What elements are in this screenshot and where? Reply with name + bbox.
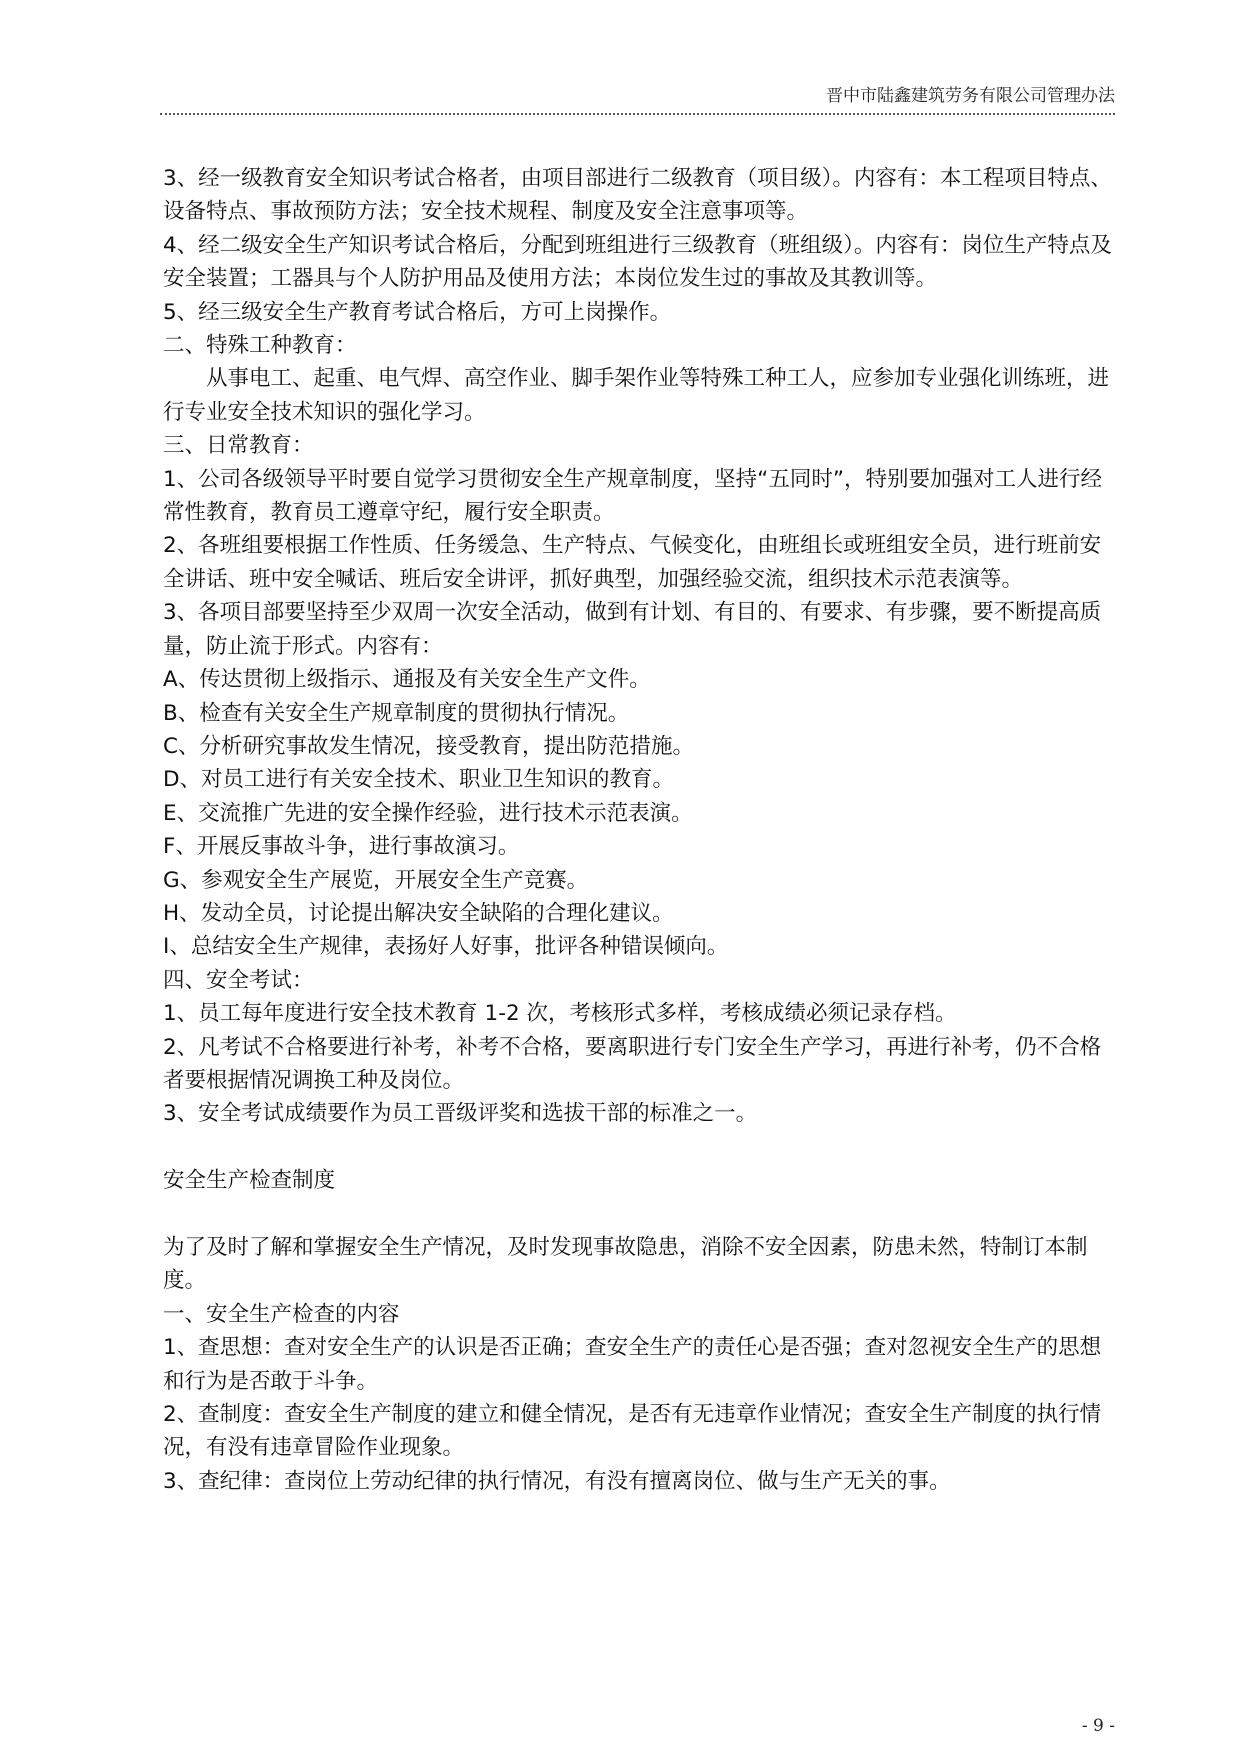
list-item-d: D、对员工进行有关安全技术、职业卫生知识的教育。 xyxy=(163,767,675,793)
paragraph-retest: 2、凡考试不合格要进行补考，补考不合格，要离职进行专门安全生产学习，再进行补考，仍不合格者要根据情况调换工种及岗位。 xyxy=(163,1034,1102,1093)
list-item-e: E、交流推广先进的安全操作经验，进行技术示范表演。 xyxy=(163,800,693,826)
list-item-c: C、分析研究事故发生情况，接受教育，提出防范措施。 xyxy=(163,733,695,759)
list-item-a: A、传达贯彻上级指示、通报及有关安全生产文件。 xyxy=(163,667,651,693)
list-item-f: F、开展反事故斗争，进行事故演习。 xyxy=(163,834,520,860)
section-heading-daily-education: 三、日常教育： xyxy=(163,433,314,459)
paragraph-check-thinking: 1、查思想：查对安全生产的认识是否正确；查安全生产的责任心是否强；查对忽视安全生产的思想和行为是否敢于斗争。 xyxy=(163,1335,1102,1394)
paragraph-purpose: 为了及时了解和掌握安全生产情况，及时发现事故隐患，消除不安全因素，防患未然，特制订本制度。 xyxy=(163,1234,1088,1294)
spacer xyxy=(163,1198,1118,1231)
paragraph-level-two-education: 3、经一级教育安全知识考试合格者，由项目部进行二级教育（项目级）。内容有：本工程项目特点、设备特点、事故预防方法；安全技术规程、制度及安全注意事项等。 xyxy=(163,166,1112,225)
page-header-title: 晋中市陆鑫建筑劳务有限公司管理办法 xyxy=(826,86,1115,106)
paragraph-check-discipline: 3、查纪律：查岗位上劳动纪律的执行情况，有没有擅离岗位、做与生产无关的事。 xyxy=(163,1468,951,1494)
list-item-i: I、总结安全生产规律，表扬好人好事，批评各种错误倾向。 xyxy=(163,934,729,960)
list-item-g: G、参观安全生产展览，开展安全生产竞赛。 xyxy=(163,867,589,893)
paragraph-leadership: 1、公司各级领导平时要自觉学习贯彻安全生产规章制度，坚持“五同时”，特别要加强对工人进行经常性教育，教育员工遵章守纪，履行安全职责。 xyxy=(163,466,1102,526)
page-number: - 9 - xyxy=(1081,1716,1115,1736)
paragraph-start-work: 5、经三级安全生产教育考试合格后，方可上岗操作。 xyxy=(163,299,672,325)
section-heading-inspection-content: 一、安全生产检查的内容 xyxy=(163,1301,400,1327)
paragraph-team-talks: 2、各班组要根据工作性质、任务缓急、生产特点、气候变化，由班组长或班组安全员，进行班前安全讲话、班中安全喊话、班后安全讲评，抓好典型，加强经验交流，组织技术示范表演等。 xyxy=(163,533,1102,592)
paragraph-biweekly-activity: 3、各项目部要坚持至少双周一次安全活动，做到有计划、有目的、有要求、有步骤，要不断提高质量，防止流于形式。内容有： xyxy=(163,600,1102,659)
paragraph-check-rules: 2、查制度：查安全生产制度的建立和健全情况，是否有无违章作业情况；查安全生产制度的执行情况，有没有违章冒险作业现象。 xyxy=(163,1402,1102,1461)
document-section-title: 安全生产检查制度 xyxy=(163,1168,336,1194)
document-body xyxy=(163,162,1118,1498)
paragraph-exam-standard: 3、安全考试成绩要作为员工晋级评奖和选拔干部的标准之一。 xyxy=(163,1101,758,1127)
spacer xyxy=(163,1131,1118,1164)
list-item-b: B、检查有关安全生产规章制度的贯彻执行情况。 xyxy=(163,700,630,726)
paragraph-level-three-education: 4、经二级安全生产知识考试合格后，分配到班组进行三级教育（班组级）。内容有：岗位生产特点及安全装置；工器具与个人防护用品及使用方法；本岗位发生过的事故及其教训等。 xyxy=(163,232,1112,292)
list-item-h: H、发动全员，讨论提出解决安全缺陷的合理化建议。 xyxy=(163,900,674,926)
section-heading-safety-exam: 四、安全考试： xyxy=(163,967,314,993)
header-divider xyxy=(160,113,1115,115)
paragraph-annual-training: 1、员工每年度进行安全技术教育 1-2 次，考核形式多样，考核成绩必须记录存档。 xyxy=(163,1001,957,1027)
paragraph-special-trades: 从事电工、起重、电气焊、高空作业、脚手架作业等特殊工种工人，应参加专业强化训练班，进行专业安全技术知识的强化学习。 xyxy=(163,366,1110,425)
section-heading-special-trades: 二、特殊工种教育： xyxy=(163,333,357,359)
